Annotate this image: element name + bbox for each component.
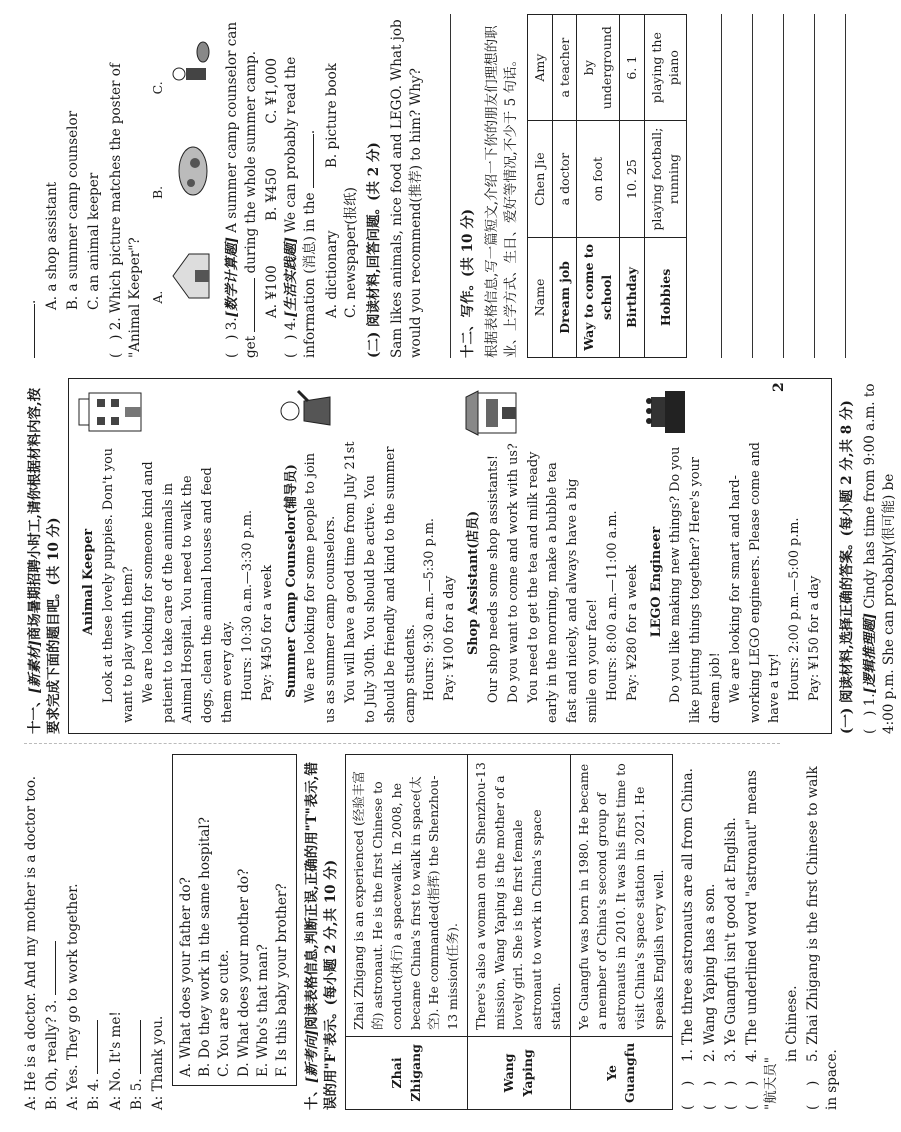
ad-text: You will have a good time from July 21st to July 30th. You should be active. You should be friendly and kind to the summer camp students. xyxy=(343,441,418,723)
table-cell: playing the piano xyxy=(644,15,687,121)
option-item: C. an animal keeper xyxy=(86,172,103,310)
table-header-row xyxy=(527,15,552,358)
q4-options-2 xyxy=(342,14,361,358)
table-cell: Name xyxy=(527,237,552,357)
table-cell: playing football; running xyxy=(644,121,687,238)
shop-icon xyxy=(460,389,527,437)
sea-animals-picture-icon xyxy=(169,143,213,199)
option-item: A. ¥100 xyxy=(264,265,281,318)
picture-option-b[interactable]: B. xyxy=(149,143,219,199)
answer-blank[interactable] xyxy=(242,278,255,332)
table-cell: 10. 25 xyxy=(619,121,644,238)
animal-hospital-icon xyxy=(75,389,152,435)
table-cell: a doctor xyxy=(552,121,577,238)
ad-pay: Pay: ¥100 for a day xyxy=(442,575,458,701)
dialogue-line: B: 5. xyxy=(128,754,147,1110)
table-row xyxy=(577,15,620,358)
camp-counselor-icon xyxy=(278,389,339,433)
tf-question: ()3. Ye Guangfu isn't good at English. xyxy=(722,754,741,1110)
ad-text: We are looking for smart and hard-working LEGO engineers. Please come and have a try! xyxy=(727,442,783,723)
column-divider xyxy=(24,743,780,744)
ad-text: Look at these lovely puppies. Don't you want to play with them? xyxy=(101,447,136,723)
astronaut-name: Ye Guangfu xyxy=(570,1036,673,1109)
ad-text: We are looking for someone kind and patient to take care of the animals in Animal Hospital. You need to walk the dogs, clean the animal houses and feed them every day. xyxy=(140,461,236,723)
option-item: A. dictionary xyxy=(323,230,340,318)
writing-line[interactable] xyxy=(722,14,753,358)
answer-blank[interactable] xyxy=(22,304,35,358)
job-ad-shop-assistant xyxy=(460,389,642,723)
option-item: B. Do they work in the same hospital? xyxy=(197,817,214,1077)
answer-paren[interactable]: ) xyxy=(722,1080,739,1086)
answer-paren[interactable]: ) xyxy=(283,334,300,340)
answer-paren[interactable]: ) xyxy=(223,334,240,340)
dialogue-line: A: Yes. They go to work together. xyxy=(65,883,82,1110)
astronaut-name: Zhai Zhigang xyxy=(346,1036,468,1109)
part-1-heading: (一) 阅读材料,选择正确的答案。(每小题 2 分,共 8 分) xyxy=(838,400,855,734)
dialogue-line: B: Oh, really? 3. xyxy=(43,754,62,1110)
tf-question: ()4. The underlined word "astronaut" means "航天员" xyxy=(743,770,779,1110)
table-cell: on foot xyxy=(577,121,620,238)
ad-title: Shop Assistant(店员) xyxy=(466,511,482,656)
part-2-question: Sam likes animals, nice food and LEGO. What job would you recommend(推荐) to him? Why? xyxy=(389,19,425,358)
dialogue-line: A: He is a doctor. And my mother is a doctor too. xyxy=(23,775,39,1110)
job-ad-animal-keeper xyxy=(75,389,277,723)
astronaut-info: Zhai Zhigang is an experienced (经验丰富的) astronaut. He is the first Chinese to conduct(执行) a spacewalk. In 2008, he became China's first to walk in space(太空). He commanded(指挥) the Shenzhou-13 mission(任务). xyxy=(346,755,468,1037)
ad-text: Do you want to come and work with us? xyxy=(505,443,521,703)
answer-blank[interactable] xyxy=(43,941,56,995)
section-11-heading: 十一、[新素材]商场暑期招聘小时工,请你根据材料内容,按要求完成下面的题目吧。(共 10 分) xyxy=(27,387,63,734)
picture-option-c[interactable]: C. xyxy=(149,38,219,94)
dialogue-line: B: 4. xyxy=(85,754,104,1110)
q3-options xyxy=(263,58,282,358)
person-with-dog-picture-icon xyxy=(169,38,213,94)
job-ad-camp-counselor xyxy=(278,389,460,723)
picture-options xyxy=(149,14,219,358)
table-row xyxy=(552,15,577,358)
tf-question: ()1. The three astronauts are all from China. xyxy=(679,754,698,1110)
table-cell: Way to come to school xyxy=(577,237,620,357)
astronaut-info: There's also a woman on the Shenzhou-13 mission, Wang Yaping is the mother of a lovely girl. She is the first female astronaut to work in China's space station. xyxy=(467,755,570,1037)
table-row xyxy=(570,755,673,1110)
option-item: B. ¥450 xyxy=(264,168,281,221)
ad-pay: Pay: ¥450 for a week xyxy=(259,564,275,701)
option-item: C. You are so cute. xyxy=(216,949,233,1077)
option-item: B. a summer camp counselor xyxy=(65,110,82,310)
job-ads-box xyxy=(68,378,832,734)
ad-hours: Hours: 10:30 a.m.—3:30 p.m. xyxy=(239,509,255,701)
right-column xyxy=(22,14,846,358)
table-cell: by underground xyxy=(577,15,620,121)
answer-paren[interactable]: ) xyxy=(701,1080,718,1086)
mc-question-1-continued: . xyxy=(22,14,41,358)
tf-question-continued: in Chinese. xyxy=(784,985,801,1062)
q4-options xyxy=(323,14,342,358)
table-row xyxy=(467,755,570,1110)
tf-question: ()5. Zhai Zhigang is the first Chinese to walk in space. xyxy=(805,766,841,1110)
answer-paren[interactable]: ) xyxy=(805,1080,822,1086)
section-12-heading: 十二、写作。(共 10 分) xyxy=(460,209,477,358)
table-cell: 6. 1 xyxy=(619,15,644,121)
answer-line[interactable] xyxy=(428,14,451,358)
ad-text: You need to get the tea and milk ready early in the morning, make a bubble tea fast and nicely, and always have a big smile on your face! xyxy=(525,451,601,723)
mc-question-2: ( ) 2. Which picture matches the poster of "Animal Keeper"? xyxy=(107,63,143,358)
ad-text: Do you like making new things? Do you like putting things together? Here's your dream job! xyxy=(668,446,723,723)
ad-pay: Pay: ¥280 for a week xyxy=(624,564,640,701)
option-item: B. picture book xyxy=(323,63,340,168)
page-number: 2 xyxy=(771,382,787,392)
middle-column xyxy=(22,378,901,734)
option-item: D. What does your mother do? xyxy=(235,868,252,1077)
table-row xyxy=(619,15,644,358)
ad-hours: Hours: 9:30 a.m.—5:30 p.m. xyxy=(422,518,438,701)
answer-paren[interactable]: ) xyxy=(680,1080,697,1086)
astronaut-name: Wang Yaping xyxy=(467,1036,570,1109)
answer-blank[interactable] xyxy=(85,1020,98,1074)
ad-text: Our shop needs some shop assistants! xyxy=(485,454,501,703)
writing-line[interactable] xyxy=(784,14,815,358)
mc-question-3: ( ) 3.[数学计算题] A summer camp counselor can get during the whole summer camp. xyxy=(223,21,259,358)
option-item: F. Is this baby your brother? xyxy=(273,883,290,1077)
table-cell: Dream job xyxy=(552,237,577,357)
astronaut-info: Ye Guangfu was born in 1980. He became a member of China's second group of astronauts in 2010. It was his first time to visit China's space station in 2021. He speaks English very well. xyxy=(570,755,673,1037)
dialogue-options-box xyxy=(172,754,297,1086)
astronaut-table xyxy=(345,754,673,1110)
option-item: A. What does your father do? xyxy=(178,877,195,1077)
answer-paren[interactable]: ) xyxy=(107,334,124,340)
dialogue-line: A: No. It's me! xyxy=(107,1011,124,1110)
writing-line[interactable] xyxy=(753,14,784,358)
ad-text: We are looking for some people to join us as summer camp counselors. xyxy=(303,453,339,723)
table-cell: Hobbies xyxy=(644,237,687,357)
option-item: A. a shop assistant xyxy=(44,181,61,310)
table-row xyxy=(346,755,468,1110)
answer-paren[interactable]: ) xyxy=(862,710,879,716)
picture-option-a[interactable]: A. xyxy=(149,248,219,304)
ad-title: Summer Camp Counselor(辅导员) xyxy=(283,464,299,698)
writing-instructions: 根据表格信息,写一篇短文,介绍一下你的朋友们理想的职业、上学方式、生日、爱好等情况,不少于 5 句话。 xyxy=(483,25,519,358)
table-row xyxy=(644,15,687,358)
friends-info-table xyxy=(527,14,687,358)
ad-pay: Pay: ¥150 for a day xyxy=(807,575,823,701)
option-item: E. Who's that man? xyxy=(254,944,271,1077)
section-10-heading: 十、[新考向]阅读表格信息,判断正误,正确的用"T"表示,错误的用"F"表示。(每小题 2 分,共 10 分) xyxy=(304,762,340,1110)
ad-title: Animal Keeper xyxy=(81,528,97,636)
table-cell: Chen Jie xyxy=(527,121,552,238)
table-cell: Birthday xyxy=(619,237,644,357)
house-picture-icon xyxy=(169,248,213,304)
dialogue-line: A: Thank you. xyxy=(149,1015,166,1110)
answer-blank[interactable] xyxy=(301,134,314,188)
writing-line[interactable] xyxy=(691,14,722,358)
table-cell: Amy xyxy=(527,15,552,121)
writing-area[interactable] xyxy=(691,14,846,358)
answer-paren[interactable]: ) xyxy=(743,1080,760,1086)
option-item: C. ¥1,000 xyxy=(264,58,281,124)
job-ad-lego-engineer xyxy=(643,389,825,723)
writing-line[interactable] xyxy=(815,14,846,358)
part-2-heading: (二) 阅读材料,回答问题。(共 2 分) xyxy=(365,142,382,358)
lego-bricks-icon xyxy=(643,389,696,435)
ad-title: LEGO Engineer xyxy=(648,526,664,638)
mc-question-1: ( ) 1.[逻辑推理题] Cindy has time from 9:00 a.m. to 4:00 p.m. She can probably(很可能) be xyxy=(862,383,898,734)
true-false-questions xyxy=(679,754,842,1110)
ad-hours: Hours: 2:00 p.m.—5:00 p.m. xyxy=(787,517,803,701)
left-column xyxy=(22,754,845,1110)
table-cell: a teacher xyxy=(552,15,577,121)
option-item: C. newspaper(报纸) xyxy=(342,187,359,318)
tf-question: ()2. Wang Yaping has a son. xyxy=(701,754,720,1110)
answer-blank[interactable] xyxy=(128,1020,141,1074)
ad-hours: Hours: 8:00 a.m.—11:00 a.m. xyxy=(604,510,620,701)
mc-question-4: ( ) 4.[生活实践题] We can probably read the information (消息) in the . xyxy=(283,56,319,358)
